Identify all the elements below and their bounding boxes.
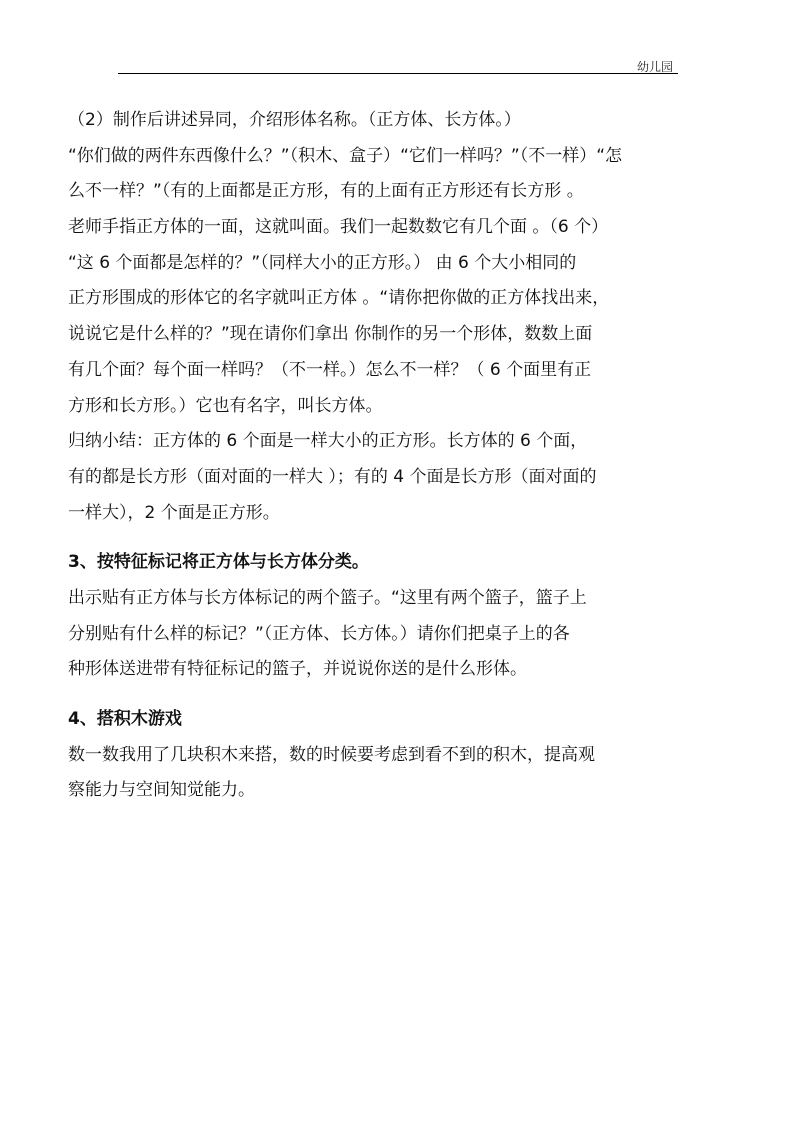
section-2-paragraph	[68, 103, 732, 531]
text-line: 种形体送进带有特征标记的篮子，并说说你送的是什么形体。	[68, 659, 527, 680]
section-4-heading: 4、搭积木游戏	[68, 709, 182, 729]
text-line: 察能力与空间知觉能力。	[68, 780, 255, 801]
text-line: “你们做的两件东西像什么？”（积木、盒子）“它们一样吗？”（不一样）“怎	[68, 145, 623, 166]
text-line: 说说它是什么样的？”现在请你们拿出 你制作的另一个形体，数数上面	[68, 324, 593, 345]
text-line: 归纳小结：正方体的 6 个面是一样大小的正方形。长方体的 6 个面，	[68, 431, 588, 452]
header-rule	[118, 73, 678, 74]
section-3-paragraph	[68, 581, 732, 688]
text-line: 数一数我用了几块积木来搭，数的时候要考虑到看不到的积木，提高观	[68, 744, 595, 765]
text-line: 老师手指正方体的一面，这就叫面。我们一起数数它有几个面 。（6 个）	[68, 217, 609, 238]
text-line: 有的都是长方形（面对面的一样大 ）；有的 4 个面是长方形（面对面的	[68, 466, 597, 487]
text-line: （2）制作后讲述异同，介绍形体名称。（正方体、长方体。）	[68, 110, 521, 130]
text-line: 方形和长方形。）它也有名字，叫长方体。	[68, 395, 383, 416]
text-line: 有几个面？每个面一样吗？（不一样。）怎么不一样？（ 6 个面里有正	[68, 359, 592, 380]
text-line: 正方形围成的形体它的名字就叫正方体 。“请你把你做的正方体找出来，	[68, 288, 610, 309]
section-3-heading: 3、按特征标记将正方体与长方体分类。	[68, 552, 369, 573]
text-line: 一样大），2 个面是正方形。	[68, 502, 280, 523]
text-line: 出示贴有正方体与长方体标记的两个篮子。“这里有两个篮子，篮子上	[68, 587, 587, 608]
text-line: 分别贴有什么样的标记？”（正方体、长方体。）请你们把桌子上的各	[68, 623, 570, 644]
text-line: “这 6 个面都是怎样的？”（同样大小的正方形。） 由 6 个大小相同的	[68, 252, 577, 273]
header-label: 幼儿园	[637, 60, 674, 74]
text-line: 么不一样？”（有的上面都是正方形，有的上面有正方形还有长方形 。	[68, 181, 584, 202]
section-4-paragraph	[68, 738, 732, 809]
document-body	[68, 103, 732, 809]
